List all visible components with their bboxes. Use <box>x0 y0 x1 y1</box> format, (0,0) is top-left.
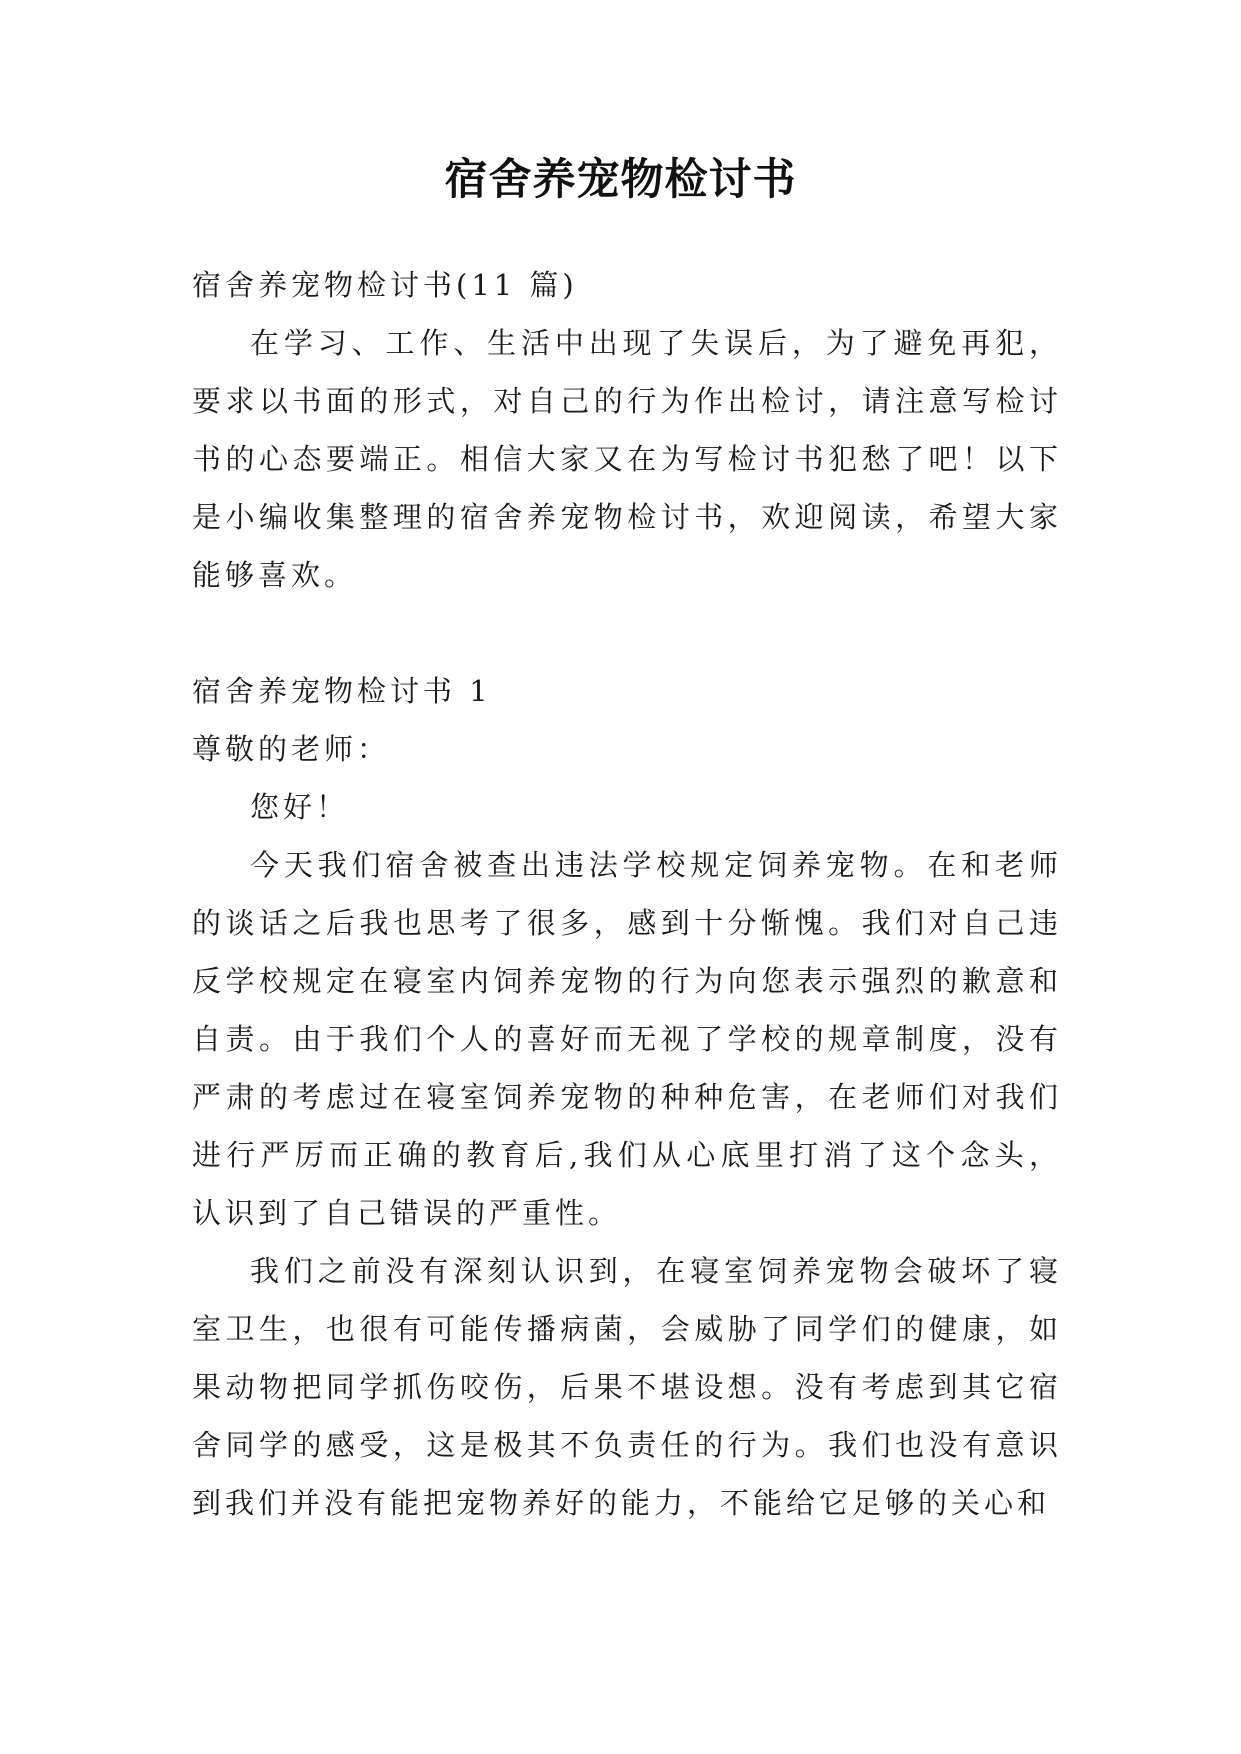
greeting: 您好！ <box>250 790 350 824</box>
intro-paragraph: 在学习、工作、生活中出现了失误后，为了避免再犯，要求以书面的形式，对自己的行为作出检讨，请注意写检讨书的心态要端正。相信大家又在为写检讨书犯愁了吧！以下是小编收集整理的宿舍养宠物检讨书，欢迎阅读，希望大家能够喜欢。 <box>192 326 1062 592</box>
document-subtitle: 宿舍养宠物检讨书(11 篇) <box>192 268 578 302</box>
section-heading: 宿舍养宠物检讨书 1 <box>192 674 492 708</box>
paragraph-spacer <box>192 604 1062 662</box>
document-body <box>192 256 1062 1532</box>
body-paragraph: 我们之前没有深刻认识到，在寝室饲养宠物会破坏了寝室卫生，也很有可能传播病菌，会威胁了同学们的健康，如果动物把同学抓伤咬伤，后果不堪设想。没有考虑到其它宿舍同学的感受，这是极其不负责任的行为。我们也没有意识到我们并没有能把宠物养好的能力，不能给它足够的关心和 <box>192 1254 1062 1520</box>
document-title: 宿舍养宠物检讨书 <box>444 155 797 205</box>
body-paragraph: 今天我们宿舍被查出违法学校规定饲养宠物。在和老师的谈话之后我也思考了很多，感到十分惭愧。我们对自己违反学校规定在寝室内饲养宠物的行为向您表示强烈的歉意和自责。由于我们个人的喜好而无视了学校的规章制度，没有严肃的考虑过在寝室饲养宠物的种种危害，在老师们对我们进行严厉而正确的教育后,我们从心底里打消了这个念头，认识到了自己错误的严重性。 <box>192 848 1062 1230</box>
salutation: 尊敬的老师： <box>192 732 391 766</box>
